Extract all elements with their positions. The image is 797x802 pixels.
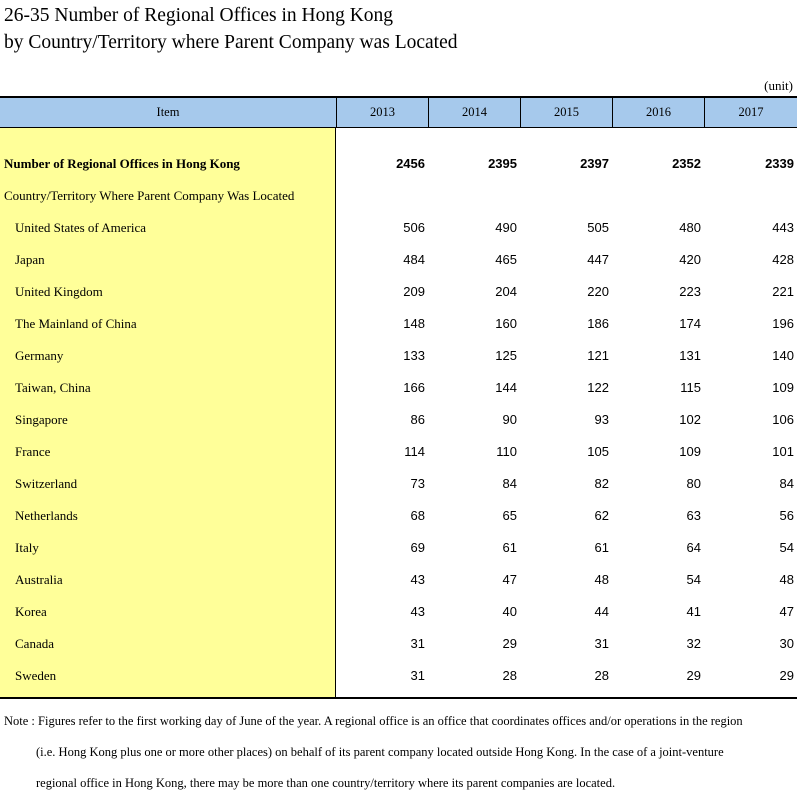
value-cell: 63 bbox=[686, 508, 701, 523]
value-cell: 115 bbox=[680, 380, 701, 395]
country-label: Australia bbox=[15, 572, 63, 587]
subheading-label: Country/Territory Where Parent Company Was Located bbox=[4, 188, 295, 203]
value-cell: 221 bbox=[772, 284, 794, 299]
value-cell: 223 bbox=[679, 284, 701, 299]
value-cell: 62 bbox=[594, 508, 609, 523]
value-cell: 420 bbox=[679, 252, 701, 267]
value-cell: 47 bbox=[779, 604, 794, 619]
value-cell: 82 bbox=[594, 476, 609, 491]
table-title-line-1: 26-35 Number of Regional Offices in Hong Kong bbox=[4, 5, 394, 26]
value-cell: 29 bbox=[779, 668, 794, 683]
value-cell: 133 bbox=[403, 348, 425, 363]
table-row bbox=[0, 628, 797, 660]
value-cell: 204 bbox=[495, 284, 517, 299]
country-label: United States of America bbox=[15, 220, 147, 235]
value-cell: 140 bbox=[772, 348, 794, 363]
value-cell: 30 bbox=[779, 636, 794, 651]
value-cell: 186 bbox=[587, 316, 609, 331]
table-row bbox=[0, 372, 797, 404]
value-cell: 56 bbox=[779, 508, 794, 523]
value-cell: 29 bbox=[502, 636, 517, 651]
country-label: Japan bbox=[15, 252, 45, 267]
value-cell: 69 bbox=[410, 540, 425, 555]
value-cell: 109 bbox=[679, 444, 701, 459]
value-cell: 28 bbox=[594, 668, 609, 683]
country-label: Germany bbox=[15, 348, 64, 363]
table-row bbox=[0, 308, 797, 340]
table-row bbox=[0, 532, 797, 564]
header-year-2015: 2015 bbox=[521, 98, 613, 127]
header-item: Item bbox=[0, 98, 337, 127]
value-cell: 144 bbox=[495, 380, 517, 395]
value-cell: 121 bbox=[587, 348, 609, 363]
total-value: 2397 bbox=[580, 156, 609, 171]
value-cell: 54 bbox=[779, 540, 794, 555]
table-header bbox=[0, 96, 797, 128]
value-cell: 148 bbox=[403, 316, 425, 331]
header-year-2017: 2017 bbox=[738, 105, 764, 119]
country-label: Netherlands bbox=[15, 508, 78, 523]
value-cell: 174 bbox=[679, 316, 701, 331]
value-cell: 54 bbox=[686, 572, 701, 587]
value-cell: 506 bbox=[403, 220, 425, 235]
value-cell: 84 bbox=[779, 476, 794, 491]
total-value: 2352 bbox=[672, 156, 701, 171]
value-cell: 40 bbox=[502, 604, 517, 619]
value-cell: 160 bbox=[495, 316, 517, 331]
value-cell: 28 bbox=[502, 668, 517, 683]
table-row bbox=[0, 596, 797, 628]
country-label: Korea bbox=[15, 604, 47, 619]
value-cell: 480 bbox=[679, 220, 701, 235]
country-label: United Kingdom bbox=[15, 284, 103, 299]
table-row bbox=[0, 212, 797, 244]
value-cell: 93 bbox=[594, 412, 609, 427]
value-cell: 101 bbox=[772, 444, 794, 459]
total-label: Number of Regional Offices in Hong Kong bbox=[4, 156, 240, 171]
value-cell: 47 bbox=[502, 572, 517, 587]
value-cell: 122 bbox=[587, 380, 609, 395]
value-cell: 106 bbox=[772, 412, 794, 427]
table-note bbox=[4, 706, 797, 799]
total-value: 2339 bbox=[765, 156, 794, 171]
value-cell: 73 bbox=[410, 476, 425, 491]
value-cell: 86 bbox=[410, 412, 425, 427]
table-row bbox=[0, 468, 797, 500]
table-row bbox=[0, 564, 797, 596]
value-cell: 484 bbox=[403, 252, 425, 267]
value-cell: 80 bbox=[686, 476, 701, 491]
value-cell: 84 bbox=[502, 476, 517, 491]
value-cell: 64 bbox=[686, 540, 701, 555]
total-value: 2395 bbox=[488, 156, 517, 171]
country-label: France bbox=[15, 444, 51, 459]
value-cell: 68 bbox=[410, 508, 425, 523]
value-cell: 61 bbox=[594, 540, 609, 555]
value-cell: 110 bbox=[496, 444, 517, 459]
table-title-line-2: by Country/Territory where Parent Company was Located bbox=[4, 32, 458, 53]
value-cell: 166 bbox=[403, 380, 425, 395]
header-year-2014: 2014 bbox=[429, 98, 521, 127]
value-cell: 44 bbox=[594, 604, 609, 619]
note-line: (i.e. Hong Kong plus one or more other places) on behalf of its parent company located outside Hong Kong. In the case of a joint-venture bbox=[36, 745, 724, 759]
value-cell: 447 bbox=[587, 252, 609, 267]
value-cell: 490 bbox=[495, 220, 517, 235]
value-cell: 65 bbox=[502, 508, 517, 523]
table-row bbox=[0, 436, 797, 468]
table-bottom-rule bbox=[0, 697, 797, 699]
value-cell: 31 bbox=[410, 636, 425, 651]
country-label: Taiwan, China bbox=[15, 380, 91, 395]
value-cell: 43 bbox=[410, 604, 425, 619]
value-cell: 125 bbox=[495, 348, 517, 363]
note-line: regional office in Hong Kong, there may be more than one country/territory where its parent companies are located. bbox=[36, 776, 616, 790]
unit-label: (unit) bbox=[764, 78, 793, 93]
table-row bbox=[0, 660, 797, 692]
country-label: Singapore bbox=[15, 412, 68, 427]
value-cell: 428 bbox=[772, 252, 794, 267]
value-cell: 43 bbox=[410, 572, 425, 587]
value-cell: 31 bbox=[594, 636, 609, 651]
country-label: The Mainland of China bbox=[15, 316, 137, 331]
value-cell: 48 bbox=[594, 572, 609, 587]
value-cell: 209 bbox=[403, 284, 425, 299]
value-cell: 32 bbox=[686, 636, 701, 651]
value-cell: 505 bbox=[587, 220, 609, 235]
total-row bbox=[0, 148, 797, 180]
value-cell: 196 bbox=[772, 316, 794, 331]
country-label: Italy bbox=[15, 540, 39, 555]
value-cell: 31 bbox=[410, 668, 425, 683]
country-label: Sweden bbox=[15, 668, 57, 683]
value-cell: 114 bbox=[404, 444, 425, 459]
header-year-2016: 2016 bbox=[613, 98, 705, 127]
value-cell: 48 bbox=[779, 572, 794, 587]
header-year-2013: 2013 bbox=[337, 98, 429, 127]
value-cell: 29 bbox=[686, 668, 701, 683]
table-row bbox=[0, 276, 797, 308]
value-cell: 220 bbox=[587, 284, 609, 299]
table-row bbox=[0, 500, 797, 532]
table-row bbox=[0, 244, 797, 276]
value-cell: 465 bbox=[495, 252, 517, 267]
value-cell: 443 bbox=[772, 220, 794, 235]
value-cell: 90 bbox=[502, 412, 517, 427]
value-cell: 131 bbox=[679, 348, 701, 363]
subheading-row bbox=[0, 180, 797, 212]
total-value: 2456 bbox=[396, 156, 425, 171]
value-cell: 109 bbox=[772, 380, 794, 395]
value-cell: 105 bbox=[587, 444, 609, 459]
value-cell: 102 bbox=[679, 412, 701, 427]
value-cell: 41 bbox=[686, 604, 701, 619]
table-row bbox=[0, 340, 797, 372]
table-row bbox=[0, 404, 797, 436]
country-label: Canada bbox=[15, 636, 54, 651]
value-cell: 61 bbox=[502, 540, 517, 555]
note-line: Note : Figures refer to the first working day of June of the year. A regional office is an office that coordinates offices and/or operations in the region bbox=[4, 714, 743, 728]
country-label: Switzerland bbox=[15, 476, 78, 491]
